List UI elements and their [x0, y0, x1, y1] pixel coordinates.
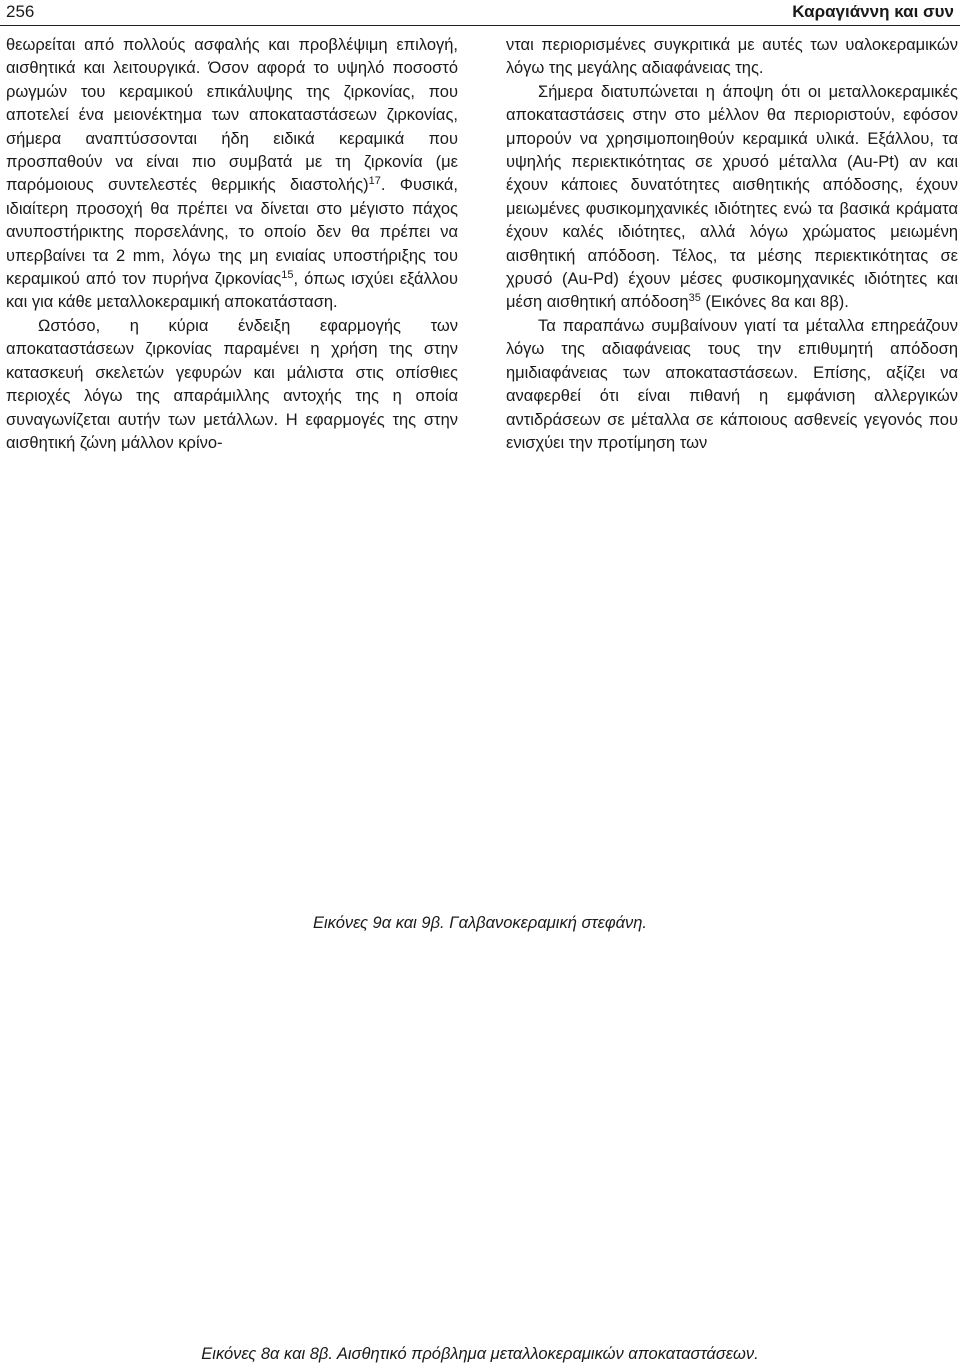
reference-superscript: 35 — [688, 292, 701, 305]
text-run: (Εικόνες 8α και 8β). — [700, 293, 849, 312]
right-paragraph-1: νται περιορισμένες συγκριτικά με αυτές των υαλοκεραμικών λόγω της μεγάλης αδιαφάνειας της. — [506, 36, 958, 78]
left-paragraph-2: Ωστόσο, η κύρια ένδειξη εφαρμογής των αποκαταστάσεων ζιρκονίας παραμένει η χρήση της στην κατασκευή σκελετών γεφυρών και μάλιστα στις οπίσθιες περιοχές λόγω της απαράμιλλης αντοχής της η οποία συναγωνίζεται αυτήν των μετάλλων. Η εφαρμογές της στην αισθητική ζώνη μάλλον κρίνο- — [6, 316, 458, 452]
reference-superscript: 17 — [368, 175, 381, 188]
right-paragraph-2 — [506, 81, 958, 315]
text-run: θεωρείται από πολλούς ασφαλής και προβλέψιμη επιλογή, αισθητικά και λειτουργικά. Όσον αφορά το υψηλό ποσοστό ρωγμών του κεραμικού επικάλυψης της ζιρκονίας, που αποτελεί ένα μειονέκτημα των αποκαταστάσεων ζιρκονίας, σήμερα αναπτύσσονται ήδη ειδικά κεραμικά που προσπαθούν να είναι πιο συμβατά με τη ζιρκονία (με παρόμοιους συντελεστές θερμικής διαστολής) — [6, 36, 458, 195]
text-run: Σήμερα διατυπώνεται η άποψη ότι οι μεταλλοκεραμικές αποκαταστάσεις στην στο μέλλον θα περιοριστούν, εφόσον μπορούν να χρησιμοποιηθούν κεραμικά υλικά. Εξάλλου, τα υψηλής περιεκτικότητας σε χρυσό μέταλλα (Au-Pt) αν και έχουν κάποιες δυνατότητες αισθητικής απόδοσης, έχουν μειωμένες φυσικομηχανικές ιδιότητες ενώ τα βασικά κράματα έχουν καλές ιδιότητες, αλλά λόγω χρώματος μειωμένη αισθητική απόδοση. Τέλος, τα μέσης περιεκτικότητας σε χρυσό (Au-Pd) έχουν μέσες φυσικομηχανικές ιδιότητες και μέση αισθητική απόδοση — [506, 82, 958, 312]
page-header — [0, 0, 960, 26]
text-run: . Φυσικά, ιδιαίτερη προσοχή θα πρέπει να δίνεται στο μέγιστο πάχος ανυποστήρικτης πορσελάνης, το οποίο δεν θα πρέπει να υπερβαίνει τα 2 mm, λόγω της μη ενιαίας υποστήριξης του κεραμικού από τον πυρήνα ζιρκονίας — [6, 176, 458, 289]
figure-caption-8: Εικόνες 8α και 8β. Αισθητικό πρόβλημα μεταλλοκεραμικών αποκαταστάσεων. — [201, 1345, 759, 1363]
left-text-column — [6, 34, 458, 455]
text-run: , όπως ισχύει εξάλλου και για κάθε μεταλλοκεραμική αποκατάσταση. — [6, 270, 458, 312]
header-rule — [0, 25, 960, 26]
running-head-authors: Καραγιάννη και συν — [792, 2, 954, 21]
figure-caption-9: Εικόνες 9α και 9β. Γαλβανοκεραμική στεφάνη. — [312, 914, 648, 932]
reference-superscript: 15 — [281, 269, 294, 282]
page-number: 256 — [6, 2, 35, 21]
right-paragraph-3: Τα παραπάνω συμβαίνουν γιατί τα μέταλλα επηρεάζουν λόγω της αδιαφάνειας τους την επιθυμητή απόδοση ημιδιαφάνειας των αποκαταστάσεων. Επίσης, αξίζει να αναφερθεί ότι είναι πιθανή η εμφάνιση αλλεργικών αντιδράσεων σε μέταλλα σε κάποιους ασθενείς γεγονός που ενισχύει την προτίμηση των — [506, 316, 958, 452]
left-paragraph-1 — [6, 34, 458, 315]
right-text-column — [506, 34, 958, 455]
